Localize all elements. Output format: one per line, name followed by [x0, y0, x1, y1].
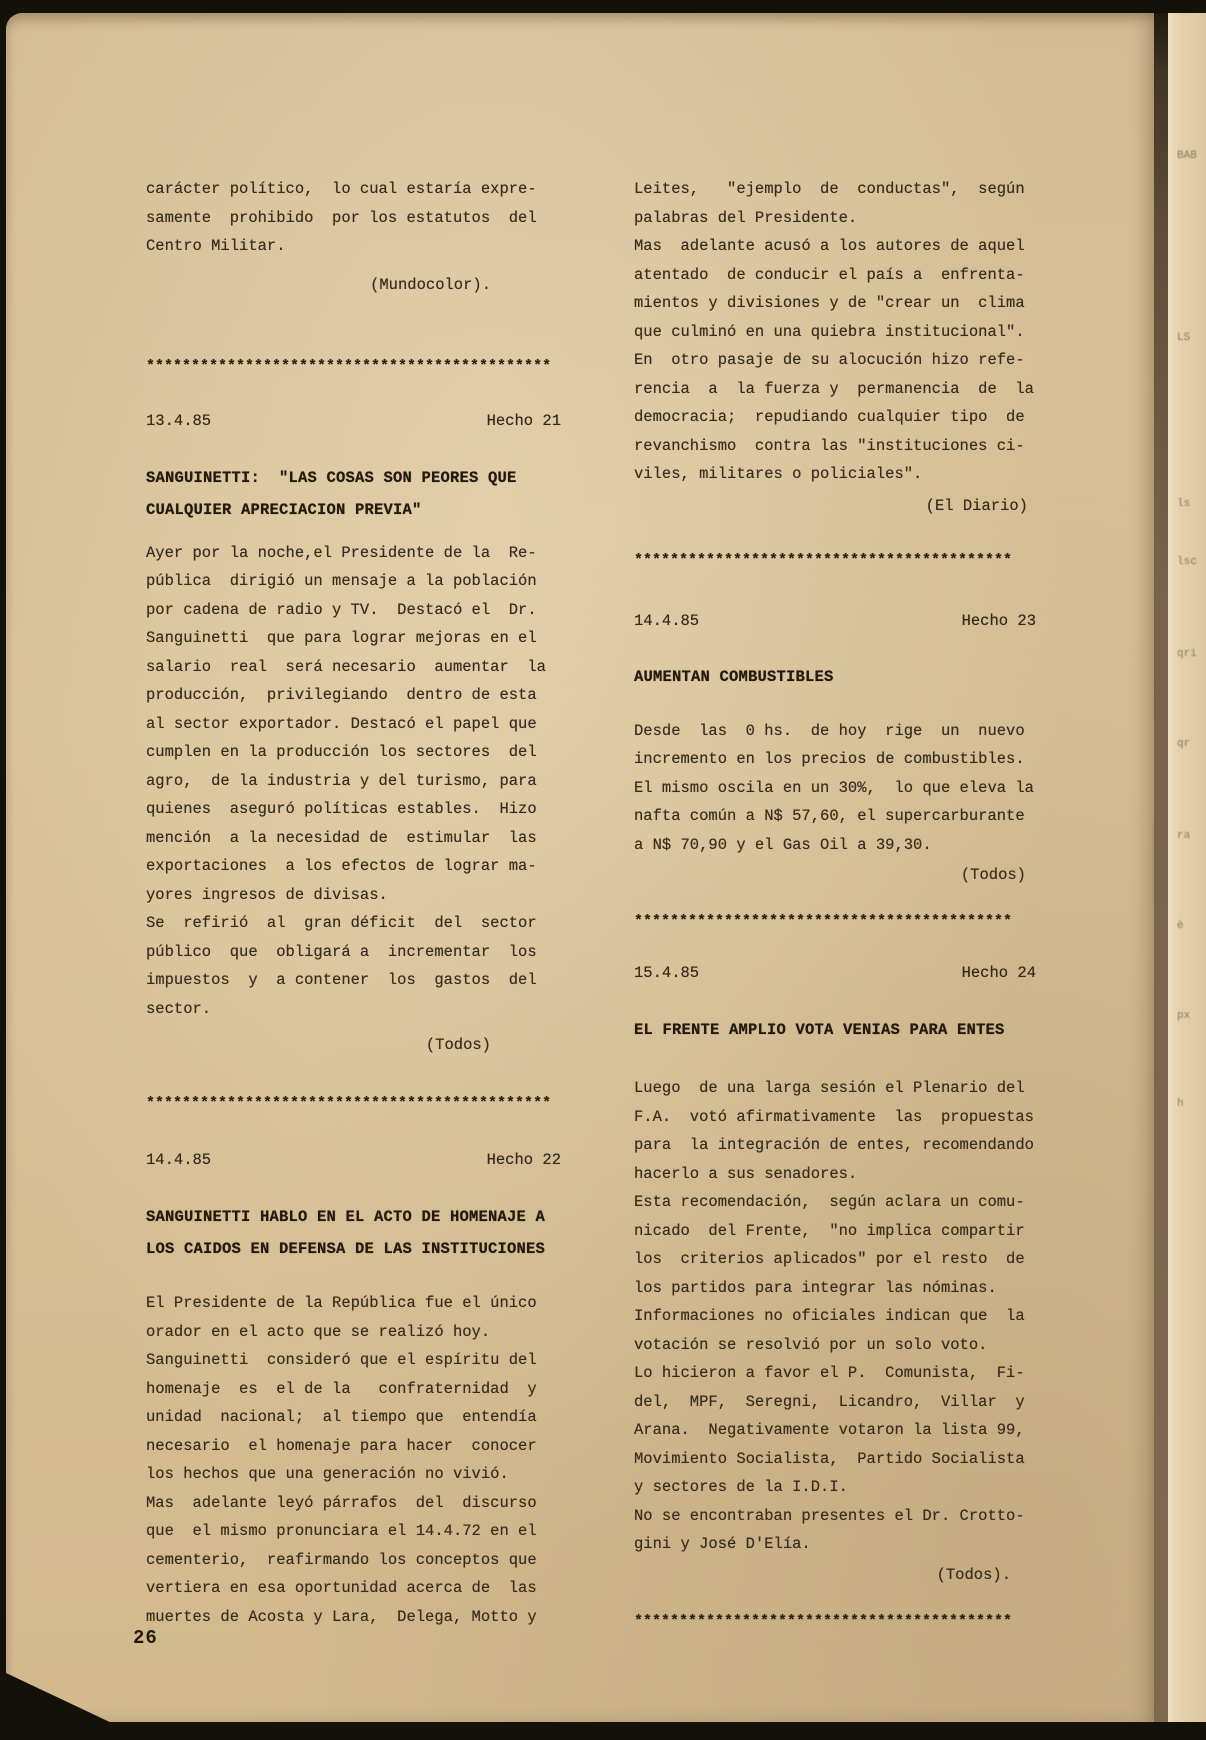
- body-line: samente prohibido por los estatutos del: [146, 208, 537, 227]
- body-line: y sectores de la I.D.I.: [634, 1478, 848, 1496]
- body-line: producción, privilegiando dentro de esta: [146, 686, 537, 704]
- left-column: [146, 175, 561, 1631]
- asterisk-separator: ******************************************: [634, 551, 1013, 569]
- body-line: para la integración de entes, recomendando: [634, 1136, 1034, 1154]
- body-line: pública dirigió un mensaje a la población: [146, 572, 537, 590]
- scanned-page: [6, 13, 1156, 1725]
- page-stack-edge: [6, 13, 42, 1725]
- body-line: El mismo oscila en un 30%, lo que eleva la: [634, 778, 1034, 797]
- body-line: carácter político, lo cual estaría expre-: [146, 180, 537, 198]
- body-line: democracia; repudiando cualquier tipo de: [634, 408, 1025, 426]
- body-line: nafta común a N$ 57,60, el supercarburante: [634, 807, 1025, 825]
- paragraph-block: [634, 1074, 1036, 1559]
- date-label: 14.4.85: [146, 1151, 212, 1169]
- asterisk-separator: ******************************************: [634, 1612, 1013, 1630]
- hecho-label: Hecho 23: [961, 611, 1036, 630]
- heading-line: SANGUINETTI HABLO EN EL ACTO DE HOMENAJE A: [146, 1208, 546, 1226]
- body-line: salario real será necesario aumentar la: [146, 657, 546, 676]
- body-line: Desde las 0 hs. de hoy rige un nuevo: [634, 721, 1025, 740]
- body-line: F.A. votó afirmativamente las propuestas: [634, 1107, 1034, 1126]
- body-line: los criterios aplicados" por el resto de: [634, 1250, 1025, 1268]
- source-credit: (Todos).: [936, 1565, 1011, 1584]
- heading-line: EL FRENTE AMPLIO VOTA VENIAS PARA ENTES: [634, 1021, 1005, 1039]
- body-line: Centro Militar.: [146, 237, 286, 255]
- page-number: 26: [133, 1627, 158, 1649]
- paragraph-block: [634, 717, 1036, 860]
- paragraph-block: [634, 175, 1036, 489]
- body-line: Sanguinetti que para lograr mejoras en el: [146, 629, 537, 647]
- scan-corner-shadow: [6, 1673, 116, 1725]
- body-line: votación se resolvió por un solo voto.: [634, 1335, 988, 1354]
- bleed-text-fragment: px: [1177, 1010, 1191, 1022]
- dateline: [634, 607, 1036, 636]
- body-line: gini y José D'Elía.: [634, 1535, 811, 1553]
- body-line: impuestos y a contener los gastos del: [146, 971, 537, 989]
- body-line: necesario el homenaje para hacer conocer: [146, 1436, 537, 1455]
- body-line: orador en el acto que se realizó hoy.: [146, 1322, 491, 1341]
- source-credit: (Todos): [425, 1036, 491, 1054]
- bleed-text-fragment: qri: [1177, 648, 1197, 660]
- body-line: Informaciones no oficiales indican que la: [634, 1307, 1025, 1325]
- paragraph-block: [146, 175, 561, 261]
- bleed-text-fragment: ra: [1177, 830, 1191, 842]
- bleed-text-fragment: ls: [1177, 498, 1191, 510]
- article-heading: [634, 661, 1036, 693]
- scan-border-bottom: [0, 1722, 1206, 1740]
- body-line: vertiera en esa oportunidad acerca de las: [146, 1579, 537, 1597]
- body-line: sector.: [146, 999, 212, 1018]
- next-page-edge: [1168, 0, 1206, 1740]
- body-line: cementerio, reafirmando los conceptos que: [146, 1550, 537, 1569]
- body-line: Ayer por la noche,el Presidente de la Re-: [146, 543, 537, 562]
- heading-line: AUMENTAN COMBUSTIBLES: [634, 667, 834, 686]
- body-line: incremento en los precios de combustibles.: [634, 750, 1025, 768]
- source-credit: (Mundocolor).: [370, 275, 491, 294]
- body-line: viles, militares o policiales".: [634, 465, 923, 483]
- bleed-text-fragment: BAB: [1177, 150, 1197, 162]
- body-line: Esta recomendación, según aclara un comu-: [634, 1193, 1025, 1211]
- body-line: cumplen en la producción los sectores del: [146, 743, 537, 761]
- bleed-text-fragment: h: [1177, 1098, 1184, 1110]
- body-line: Lo hicieron a favor el P. Comunista, Fi-: [634, 1364, 1025, 1382]
- hecho-label: Hecho 21: [486, 411, 561, 430]
- date-label: 14.4.85: [634, 611, 700, 630]
- paragraph-block: [146, 539, 561, 1024]
- body-line: En otro pasaje de su alocución hizo refe-: [634, 351, 1025, 369]
- dateline: [634, 959, 1036, 988]
- body-line: Sanguinetti consideró que el espíritu del: [146, 1351, 537, 1369]
- date-label: 15.4.85: [634, 964, 700, 982]
- body-line: unidad nacional; al tiempo que entendía: [146, 1408, 537, 1426]
- body-line: yores ingresos de divisas.: [146, 885, 388, 904]
- body-line: público que obligará a incrementar los: [146, 942, 537, 961]
- source-credit: (Todos): [960, 866, 1026, 884]
- body-line: hacerlo a sus senadores.: [634, 1164, 858, 1183]
- asterisk-separator: ******************************************: [634, 913, 1013, 930]
- hecho-label: Hecho 24: [961, 964, 1036, 982]
- dateline: [146, 407, 561, 436]
- body-line: El Presidente de la República fue el único: [146, 1294, 537, 1312]
- paragraph-block: [146, 1289, 561, 1631]
- body-line: del, MPF, Seregni, Licandro, Villar y: [634, 1392, 1025, 1411]
- body-line: palabras del Presidente.: [634, 208, 858, 227]
- heading-line: CUALQUIER APRECIACION PREVIA": [146, 500, 422, 519]
- body-line: exportaciones a los efectos de lograr ma-: [146, 857, 537, 875]
- body-line: Mas adelante acusó a los autores de aquel: [634, 237, 1025, 255]
- page-gap-shadow: [1154, 0, 1168, 1740]
- body-line: rencia a la fuerza y permanencia de la: [634, 379, 1034, 398]
- article-heading: [146, 1201, 561, 1265]
- scan-border-top: [0, 0, 1206, 13]
- body-line: los partidos para integrar las nóminas.: [634, 1278, 997, 1297]
- body-line: Mas adelante leyó párrafos del discurso: [146, 1493, 537, 1512]
- heading-line: SANGUINETTI: "LAS COSAS SON PEORES QUE: [146, 468, 517, 487]
- body-line: mientos y divisiones y de "crear un clima: [634, 294, 1025, 312]
- body-line: No se encontraban presentes el Dr. Crotto-: [634, 1506, 1025, 1525]
- bleed-text-fragment: lsc: [1177, 556, 1197, 568]
- bleed-text-fragment: è: [1177, 920, 1184, 932]
- right-column: [634, 175, 1036, 1636]
- body-line: muertes de Acosta y Lara, Delega, Motto y: [146, 1607, 537, 1626]
- body-line: los hechos que una generación no vivió.: [146, 1465, 509, 1483]
- body-line: Arana. Negativamente votaron la lista 99,: [634, 1421, 1025, 1439]
- date-label: 13.4.85: [146, 411, 212, 430]
- asterisk-separator: *********************************************: [146, 1095, 552, 1112]
- body-line: revanchismo contra las "instituciones ci-: [634, 436, 1025, 455]
- article-heading: [146, 462, 561, 526]
- bleed-text-fragment: LS: [1177, 332, 1191, 344]
- body-line: agro, de la industria y del turismo, para: [146, 771, 537, 790]
- body-line: homenaje es el de la confraternidad y: [146, 1379, 537, 1398]
- dateline: [146, 1146, 561, 1175]
- body-line: por cadena de radio y TV. Destacó el Dr.: [146, 600, 537, 619]
- body-line: Leites, "ejemplo de conductas", según: [634, 180, 1025, 198]
- source-credit: (El Diario): [925, 496, 1028, 515]
- body-line: Se refirió al gran déficit del sector: [146, 914, 537, 932]
- heading-line: LOS CAIDOS EN DEFENSA DE LAS INSTITUCIONES: [146, 1240, 546, 1258]
- body-line: atentado de conducir el país a enfrenta-: [634, 265, 1025, 284]
- body-line: Luego de una larga sesión el Plenario del: [634, 1079, 1025, 1097]
- body-line: mención a la necesidad de estimular las: [146, 828, 537, 847]
- body-line: Movimiento Socialista, Partido Socialista: [634, 1449, 1025, 1468]
- body-line: que culminó en una quiebra institucional".: [634, 322, 1025, 341]
- body-line: que el mismo pronunciara el 14.4.72 en el: [146, 1522, 537, 1540]
- body-line: nicado del Frente, "no implica compartir: [634, 1221, 1025, 1240]
- bleed-text-fragment: qr: [1177, 738, 1191, 750]
- body-line: al sector exportador. Destacó el papel que: [146, 714, 537, 733]
- article-heading: [634, 1014, 1036, 1046]
- body-line: a N$ 70,90 y el Gas Oil a 39,30.: [634, 835, 932, 854]
- hecho-label: Hecho 22: [486, 1151, 561, 1169]
- body-line: quienes aseguró políticas estables. Hizo: [146, 800, 537, 818]
- asterisk-separator: *********************************************: [146, 357, 552, 375]
